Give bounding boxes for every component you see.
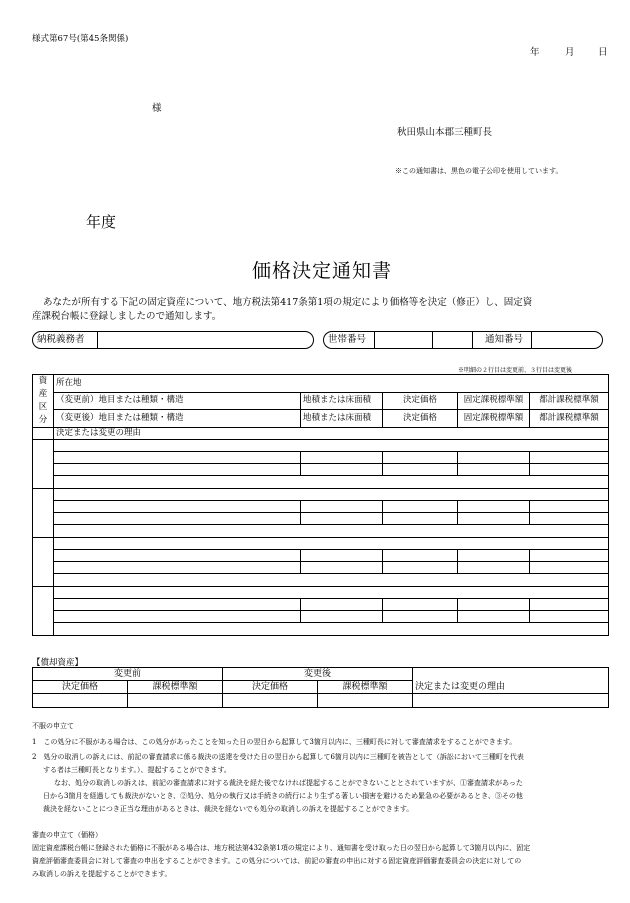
dep-before-base-header: 課税標準額 <box>128 681 223 694</box>
dep-after-base-header: 課税標準額 <box>318 681 413 694</box>
table-row <box>33 623 609 636</box>
table-row <box>33 538 609 550</box>
addressee-suffix: 様 <box>152 103 162 114</box>
fiscal-year-label: 年度 <box>86 213 117 231</box>
table-row <box>33 611 609 623</box>
decided-price-header: 決定価格 <box>383 392 458 410</box>
table-row <box>33 501 609 513</box>
appeal-item-2a: 2 処分の取消しの訴えには、前記の審査請求に係る裁決の送達を受けた日の翌日から起算して6箇月以内に三種町を被告として（訴訟において三種町を代表 <box>32 753 524 761</box>
before-type-header: （変更前）地目または種類・構造 <box>54 392 301 410</box>
table-row <box>33 694 609 708</box>
review-line-2: 資産評価審査委員会に対して審査の申出をすることができます。この処分については、前記の審査の申出に対する固定資産評価審査委員会の決定に対しての <box>32 857 522 865</box>
review-line-1: 固定資産課税台帳に登録された価格に不服がある場合は、地方税法第432条第1項の規定により、通知書を受け取った日の翌日から起算して3箇月以内に、固定 <box>32 844 531 852</box>
table-row <box>33 476 609 489</box>
appeal-item-2b: する者は三種町長となります。）、提起することができます。 <box>43 766 231 774</box>
taxpayer-label: 納税義務者 <box>37 334 85 345</box>
dep-after-price-header: 決定価格 <box>223 681 318 694</box>
issuer-name: 秋田県山本郡三種町長 <box>397 127 493 138</box>
household-notice-field[interactable] <box>323 331 603 349</box>
intro-line-2: 産課税台帳に登録しましたので通知します。 <box>32 311 222 322</box>
city-tax-base-header-2: 都計課税標準額 <box>530 410 609 428</box>
decided-price-header-2: 決定価格 <box>383 410 458 428</box>
table-row <box>33 464 609 476</box>
location-header: 所在地 <box>54 375 609 393</box>
city-tax-base-header: 都計課税標準額 <box>530 392 609 410</box>
depreciable-table <box>32 667 609 708</box>
appeal-item-2e: 裁決を経ないことにつき正当な理由があるときは、裁決を経ないでも処分の取消しの訴えを提起することができます。 <box>43 805 414 813</box>
fixed-tax-base-header-2: 固定課税標準額 <box>458 410 530 428</box>
dep-after-header: 変更後 <box>223 668 413 681</box>
date-year: 年 <box>530 47 540 58</box>
page-title: 価格決定通知書 <box>252 260 393 282</box>
area-header: 地積または床面積 <box>301 392 383 410</box>
dep-before-header: 変更前 <box>33 668 223 681</box>
table-row <box>33 550 609 562</box>
seal-note: ※この通知書は、黒色の電子公印を使用しています。 <box>395 167 563 175</box>
asset-category-header: 資産 区分 <box>33 375 54 428</box>
after-type-header: （変更後）地目または種類・構造 <box>54 410 301 428</box>
review-line-3: み取消しの訴えを提起することができます。 <box>32 870 172 878</box>
depreciable-heading: 【償却資産】 <box>32 658 84 668</box>
form-number: 様式第67号(第45条関係) <box>32 34 129 44</box>
table-row <box>33 587 609 599</box>
review-heading: 審査の申立て（価格） <box>32 831 102 839</box>
table-row <box>33 599 609 611</box>
table-row <box>33 440 609 452</box>
household-no-label: 世帯番号 <box>328 334 367 345</box>
appeal-item-2d: 日から3箇月を経過しても裁決がないとき、②処分、処分の執行又は手続きの続行により生ずる著しい損害を避けるため緊急の必要があるとき、③その他 <box>43 792 523 800</box>
reason-header: 決定または変更の理由 <box>54 428 609 440</box>
appeal-item-2c: なお、処分の取消しの訴えは、前記の審査請求に対する裁決を経た後でなければ提起することができないこととされていますが、①審査請求があった <box>54 779 523 787</box>
intro-line-1: あなたが所有する下記の固定資産について、地方税法第417条第1項の規定により価格等を決定（修正）し、固定資 <box>43 297 533 308</box>
table-row <box>33 562 609 574</box>
notice-no-label: 通知番号 <box>485 334 524 345</box>
table-row <box>33 513 609 525</box>
dep-before-price-header: 決定価格 <box>33 681 128 694</box>
asset-table <box>32 374 609 636</box>
appeal-item-1: 1 この処分に不服がある場合は、この処分があったことを知った日の翌日から起算して3箇月以内に、三種町長に対して審査請求をすることができます。 <box>32 738 517 746</box>
table-note: ※明細の２行目は変更前、３行目は変更後 <box>458 367 573 374</box>
table-row <box>33 489 609 501</box>
date-month: 月 <box>565 47 575 58</box>
table-row <box>33 525 609 538</box>
taxpayer-field[interactable] <box>32 331 314 349</box>
table-row <box>33 452 609 464</box>
appeal-heading: 不服の申立て <box>32 722 74 730</box>
date-day: 日 <box>598 47 608 58</box>
area-header-2: 地積または床面積 <box>301 410 383 428</box>
fixed-tax-base-header: 固定課税標準額 <box>458 392 530 410</box>
table-row <box>33 574 609 587</box>
dep-reason-header: 決定または変更の理由 <box>413 681 609 694</box>
